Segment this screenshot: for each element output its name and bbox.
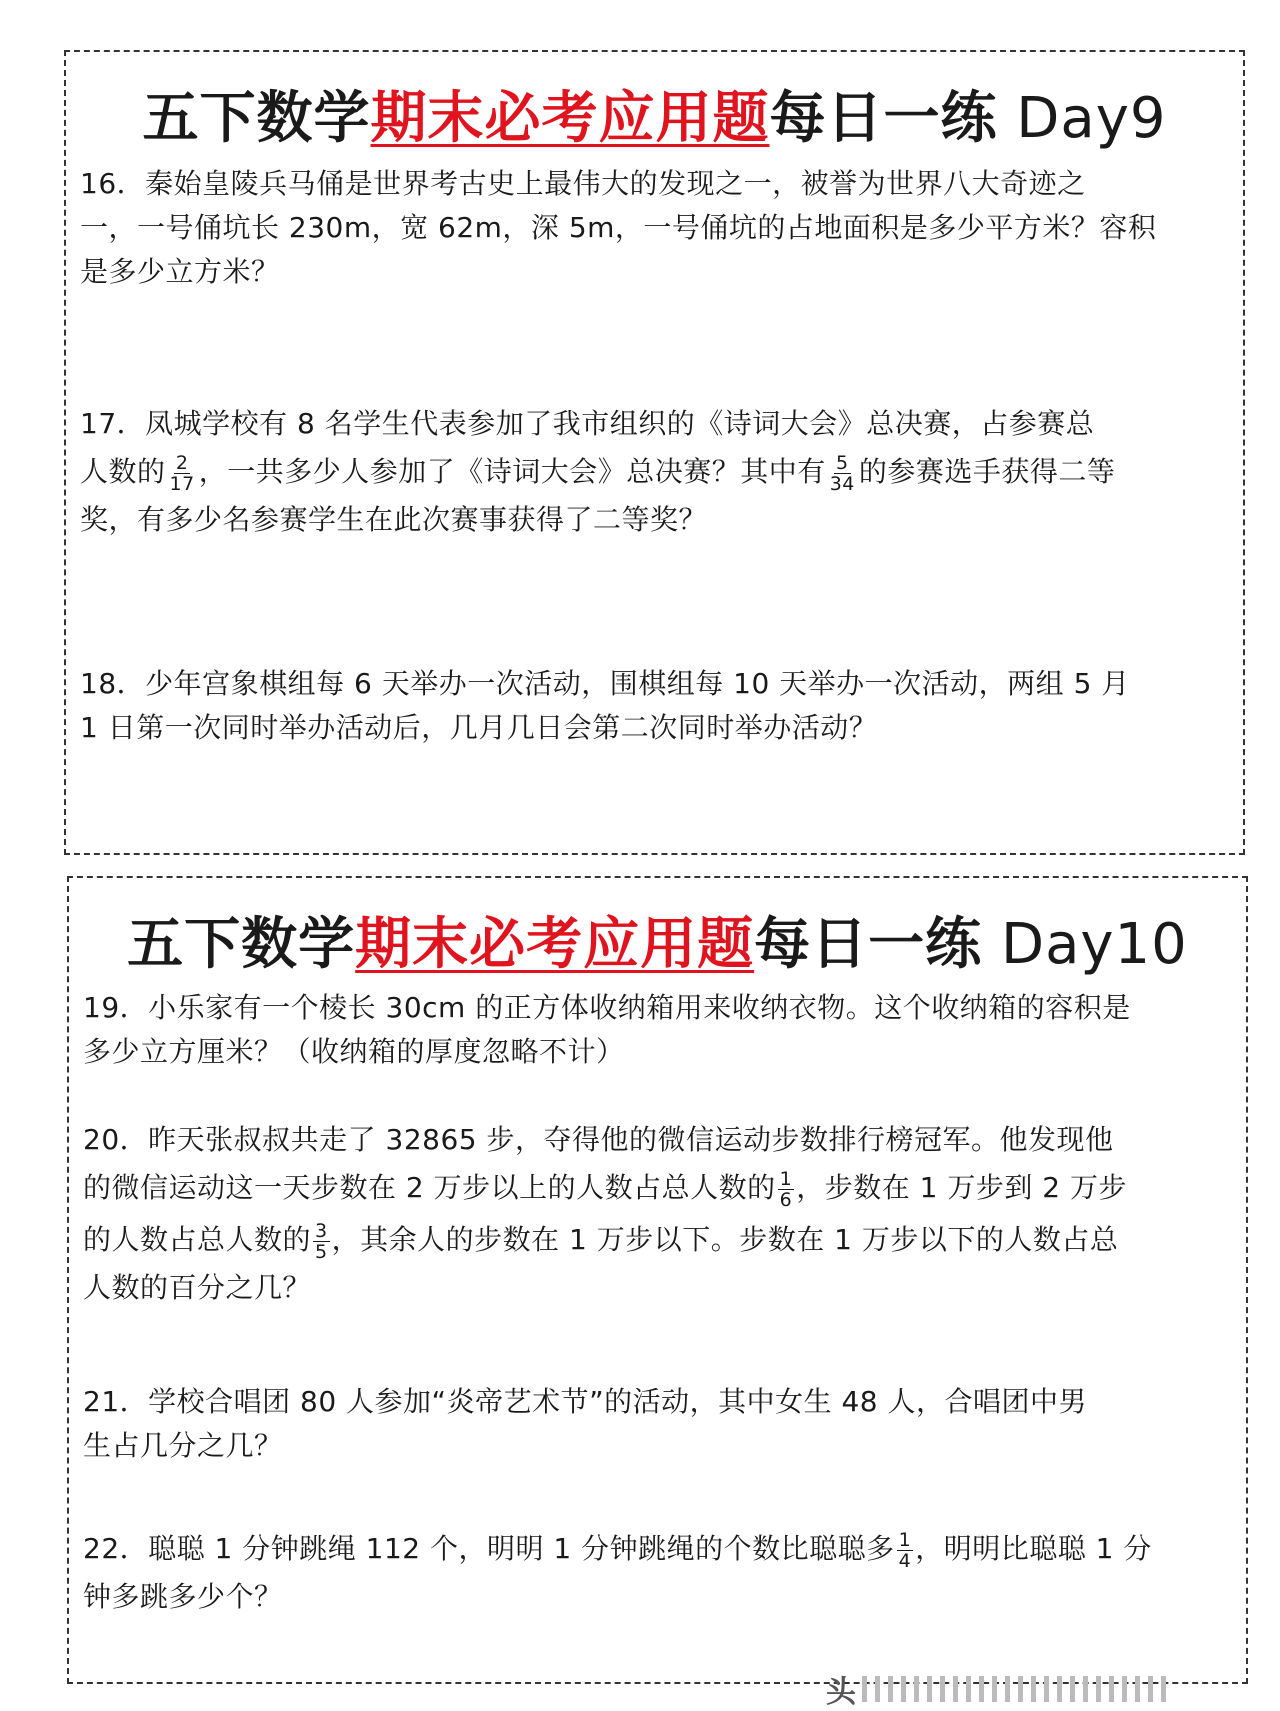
title-suffix: 每日一练	[769, 86, 998, 151]
q17-line2-c: 的参赛选手获得二等	[858, 455, 1116, 488]
q20-line2-b: ，步数在 1 万步到 2 万步	[796, 1171, 1127, 1204]
frac-num: 5	[836, 451, 849, 474]
watermark	[826, 1667, 1166, 1711]
q16-line3: 是多少立方米？	[80, 255, 280, 288]
question-16	[80, 162, 1230, 294]
q17-line1: 17．凤城学校有 8 名学生代表参加了我市组织的《诗词大会》总决赛，占参赛总	[80, 407, 1095, 440]
q16-line2: 一，一号俑坑长 230m，宽 62m，深 5m，一号俑坑的占地面积是多少平方米？容积	[80, 211, 1157, 244]
q20-line1: 20．昨天张叔叔共走了 32865 步，夺得他的微信运动步数排行榜冠军。他发现他	[83, 1123, 1114, 1156]
fraction-1-6	[778, 1169, 795, 1210]
fraction-2-17	[168, 453, 197, 494]
title-day: Day10	[982, 912, 1188, 977]
frac-num: 3	[315, 1219, 328, 1242]
q20-line2	[83, 1162, 1233, 1214]
q18-line1: 18．少年宫象棋组每 6 天举办一次活动，围棋组每 10 天举办一次活动，两组 5 月	[80, 667, 1130, 700]
question-18	[80, 662, 1230, 750]
fraction-3-5	[313, 1221, 330, 1262]
frac-den: 4	[898, 1549, 912, 1572]
frac-num: 1	[779, 1167, 793, 1190]
worksheet-day10	[67, 876, 1248, 1684]
watermark-text: 头	[826, 1675, 856, 1710]
title-prefix: 五下数学	[142, 86, 371, 151]
q20-line2-a: 的微信运动这一天步数在 2 万步以上的人数占总人数的	[83, 1171, 776, 1204]
q22-line1	[83, 1523, 1233, 1575]
frac-den: 6	[779, 1188, 793, 1211]
fraction-1-4	[897, 1530, 914, 1571]
q17-line2-b: ，一共多少人参加了《诗词大会》总决赛？其中有	[198, 455, 826, 488]
q21-line2: 生占几分之几？	[83, 1429, 283, 1462]
title-highlight: 期末必考应用题	[355, 912, 755, 977]
title-prefix: 五下数学	[127, 912, 356, 977]
q17-line2	[80, 446, 1230, 498]
question-20	[83, 1118, 1233, 1310]
q22-line1-a: 22．聪聪 1 分钟跳绳 112 个，明明 1 分钟跳绳的个数比聪聪多	[83, 1532, 895, 1565]
worksheet-day9	[64, 50, 1245, 855]
frac-den: 5	[315, 1240, 328, 1263]
q21-line1: 21．学校合唱团 80 人参加“炎帝艺术节”的活动，其中女生 48 人，合唱团中男	[83, 1385, 1088, 1418]
q16-line1: 16．秦始皇陵兵马俑是世界考古史上最伟大的发现之一，被誉为世界八大奇迹之	[80, 167, 1086, 200]
title-suffix: 每日一练	[754, 912, 983, 977]
frac-num: 1	[898, 1528, 912, 1551]
q22-line2: 钟多跳多少个？	[83, 1580, 283, 1613]
question-17	[80, 402, 1230, 542]
q20-line3-a: 的人数占总人数的	[83, 1223, 312, 1256]
q19-line1: 19．小乐家有一个棱长 30cm 的正方体收纳箱用来收纳衣物。这个收纳箱的容积是	[83, 991, 1131, 1024]
question-19	[83, 986, 1233, 1074]
title-day: Day9	[997, 86, 1167, 151]
q17-line3: 奖，有多少名参赛学生在此次赛事获得了二等奖？	[80, 503, 708, 536]
page-title-day9	[66, 74, 1243, 154]
question-22	[83, 1523, 1233, 1619]
frac-den: 17	[169, 472, 195, 495]
q22-line1-b: ，明明比聪聪 1 分	[915, 1532, 1152, 1565]
q20-line3-b: ，其余人的步数在 1 万步以下。步数在 1 万步以下的人数占总	[331, 1223, 1119, 1256]
watermark-bars-icon	[862, 1676, 1166, 1702]
title-highlight: 期末必考应用题	[370, 86, 770, 151]
frac-num: 2	[175, 451, 189, 474]
question-21	[83, 1380, 1233, 1468]
fraction-5-34	[828, 453, 857, 494]
q17-line2-a: 人数的	[80, 455, 166, 488]
q20-line4: 人数的百分之几？	[83, 1271, 312, 1304]
page-title-day10	[69, 900, 1246, 980]
frac-den: 34	[829, 472, 855, 495]
q19-line2: 多少立方厘米？（收纳箱的厚度忽略不计）	[83, 1035, 625, 1068]
q20-line3	[83, 1214, 1233, 1266]
q18-line2: 1 日第一次同时举办活动后，几月几日会第二次同时举办活动？	[80, 711, 878, 744]
